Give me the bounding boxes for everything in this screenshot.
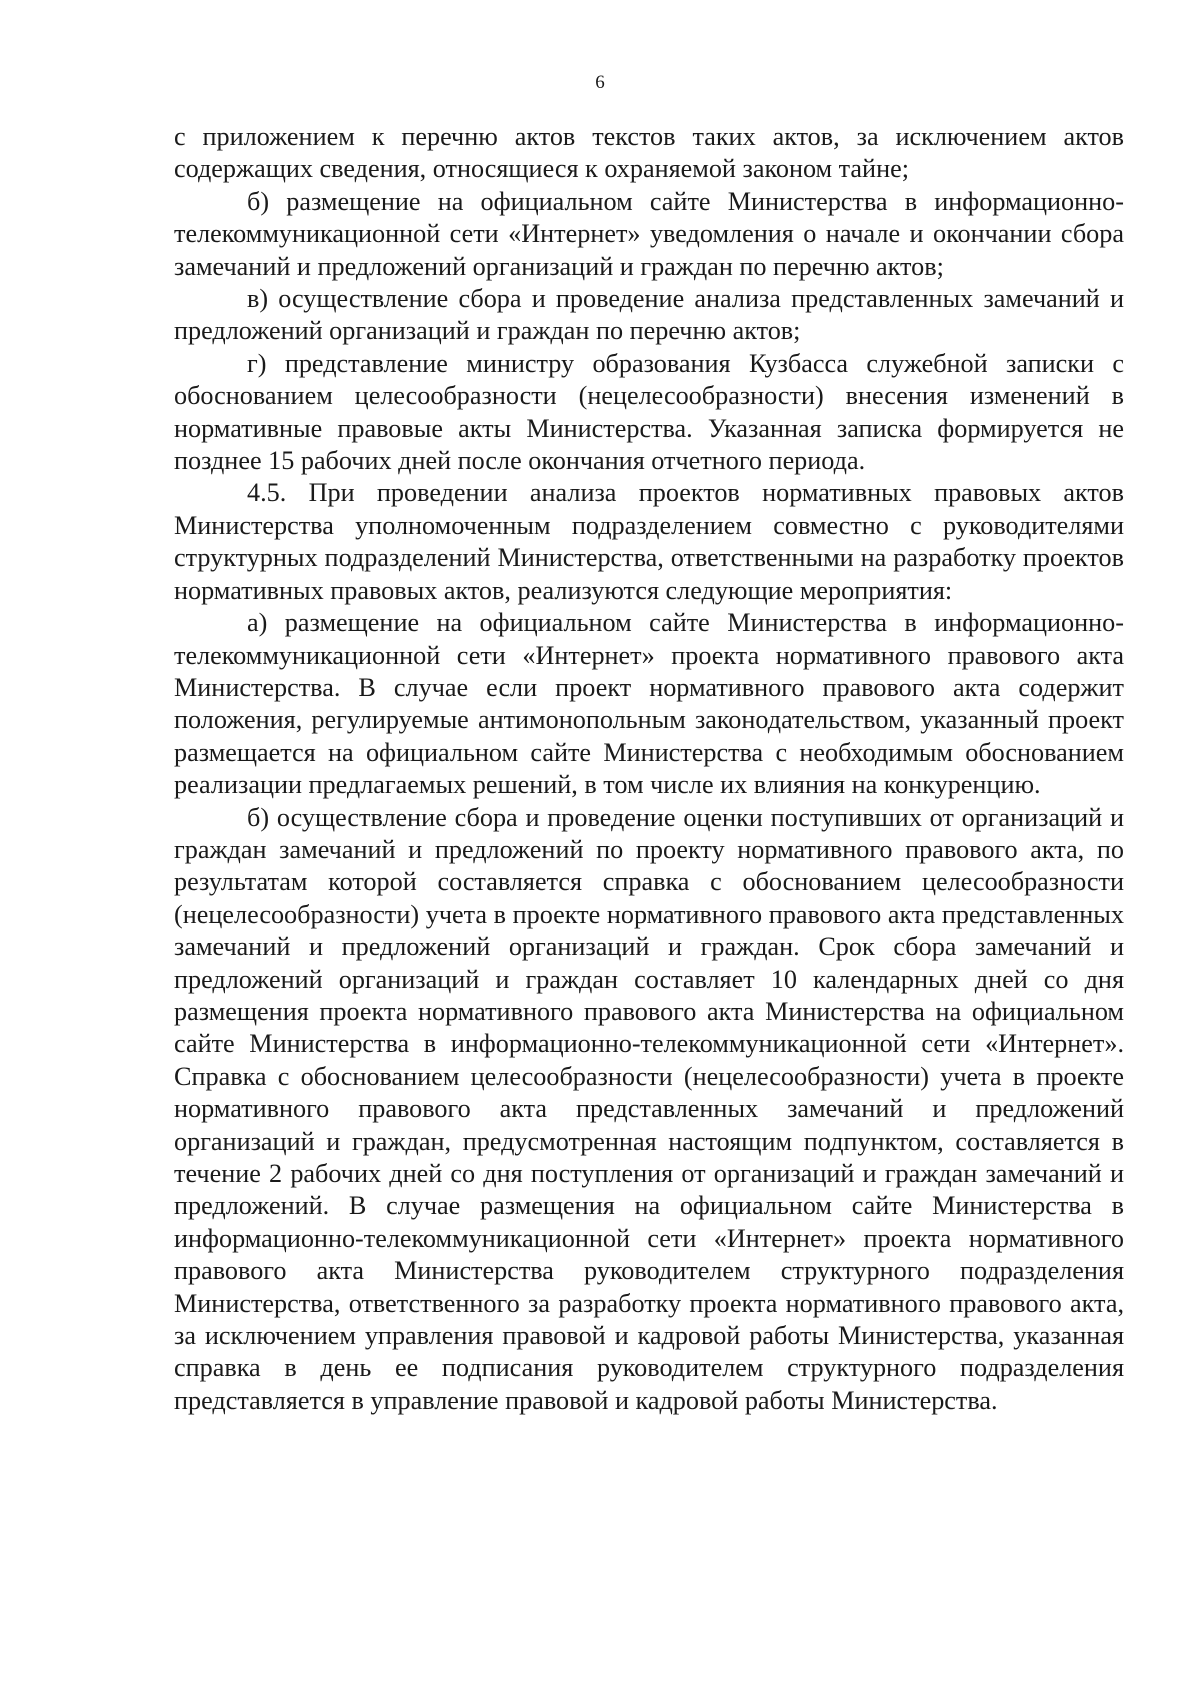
paragraph-continuation: с приложением к перечню актов текстов таких актов, за исключением актов содержащих сведения, относящиеся к охраняемой законом тайне; xyxy=(174,122,1124,184)
paragraph-item-b-notice: б) размещение на официальном сайте Министерства в информационно-телекоммуникационной сети «Интернет» уведомления о начале и окончании сбора замечаний и предложений организаций и граждан по перечню актов; xyxy=(174,186,1124,281)
paragraph-section-4-5: 4.5. При проведении анализа проектов нормативных правовых актов Министерства уполномоченным подразделением совместно с руководителями структурных подразделений Министерства, ответственными на разработку проектов нормативных правовых актов, реализуются следующие мероприятия: xyxy=(174,478,1124,605)
paragraph-item-a-publication: а) размещение на официальном сайте Министерства в информационно-телекоммуникационной сети «Интернет» проекта нормативного правового акта Министерства. В случае если проект нормативного правового акта содержит положения, регулируемые антимонопольным законодательством, указанный проект размещается на официальном сайте Министерства с необходимым обоснованием реализации предлагаемых решений, в том числе их влияния на конкуренцию. xyxy=(174,608,1124,800)
paragraph-item-b-evaluation: б) осуществление сбора и проведение оценки поступивших от организаций и граждан замечаний и предложений по проекту нормативного правового акта, по результатам которой составляется справка с обоснованием целесообразности (нецелесообразности) учета в проекте нормативного правового акта представленных замечаний и предложений организаций и граждан. Срок сбора замечаний и предложений организаций и граждан составляет 10 календарных дней со дня размещения проекта нормативного правового акта Министерства на официальном сайте Министерства в информационно-телекоммуникационной сети «Интернет». Справка с обоснованием целесообразности (нецелесообразности) учета в проекте нормативного правового акта представленных замечаний и предложений организаций и граждан, предусмотренная настоящим подпунктом, составляется в течение 2 рабочих дней со дня поступления от организаций и граждан замечаний и предложений. В случае размещения на официальном сайте Министерства в информационно-телекоммуникационной сети «Интернет» проекта нормативного правового акта Министерства руководителем структурного подразделения Министерства, ответственного за разработку проекта нормативного правового акта, за исключением управления правовой и кадровой работы Министерства, указанная справка в день ее подписания руководителем структурного подразделения представляется в управление правовой и кадровой работы Министерства. xyxy=(174,802,1124,1415)
paragraph-item-g-memo: г) представление министру образования Кузбасса служебной записки с обоснованием целесообразности (нецелесообразности) внесения изменений в нормативные правовые акты Министерства. Указанная записка формируется не позднее 15 рабочих дней после окончания отчетного периода. xyxy=(174,348,1124,476)
page-number: 6 xyxy=(595,72,605,93)
document-body xyxy=(174,121,1124,1417)
paragraph-item-v-analysis: в) осуществление сбора и проведение анализа представленных замечаний и предложений организаций и граждан по перечню актов; xyxy=(174,284,1124,346)
